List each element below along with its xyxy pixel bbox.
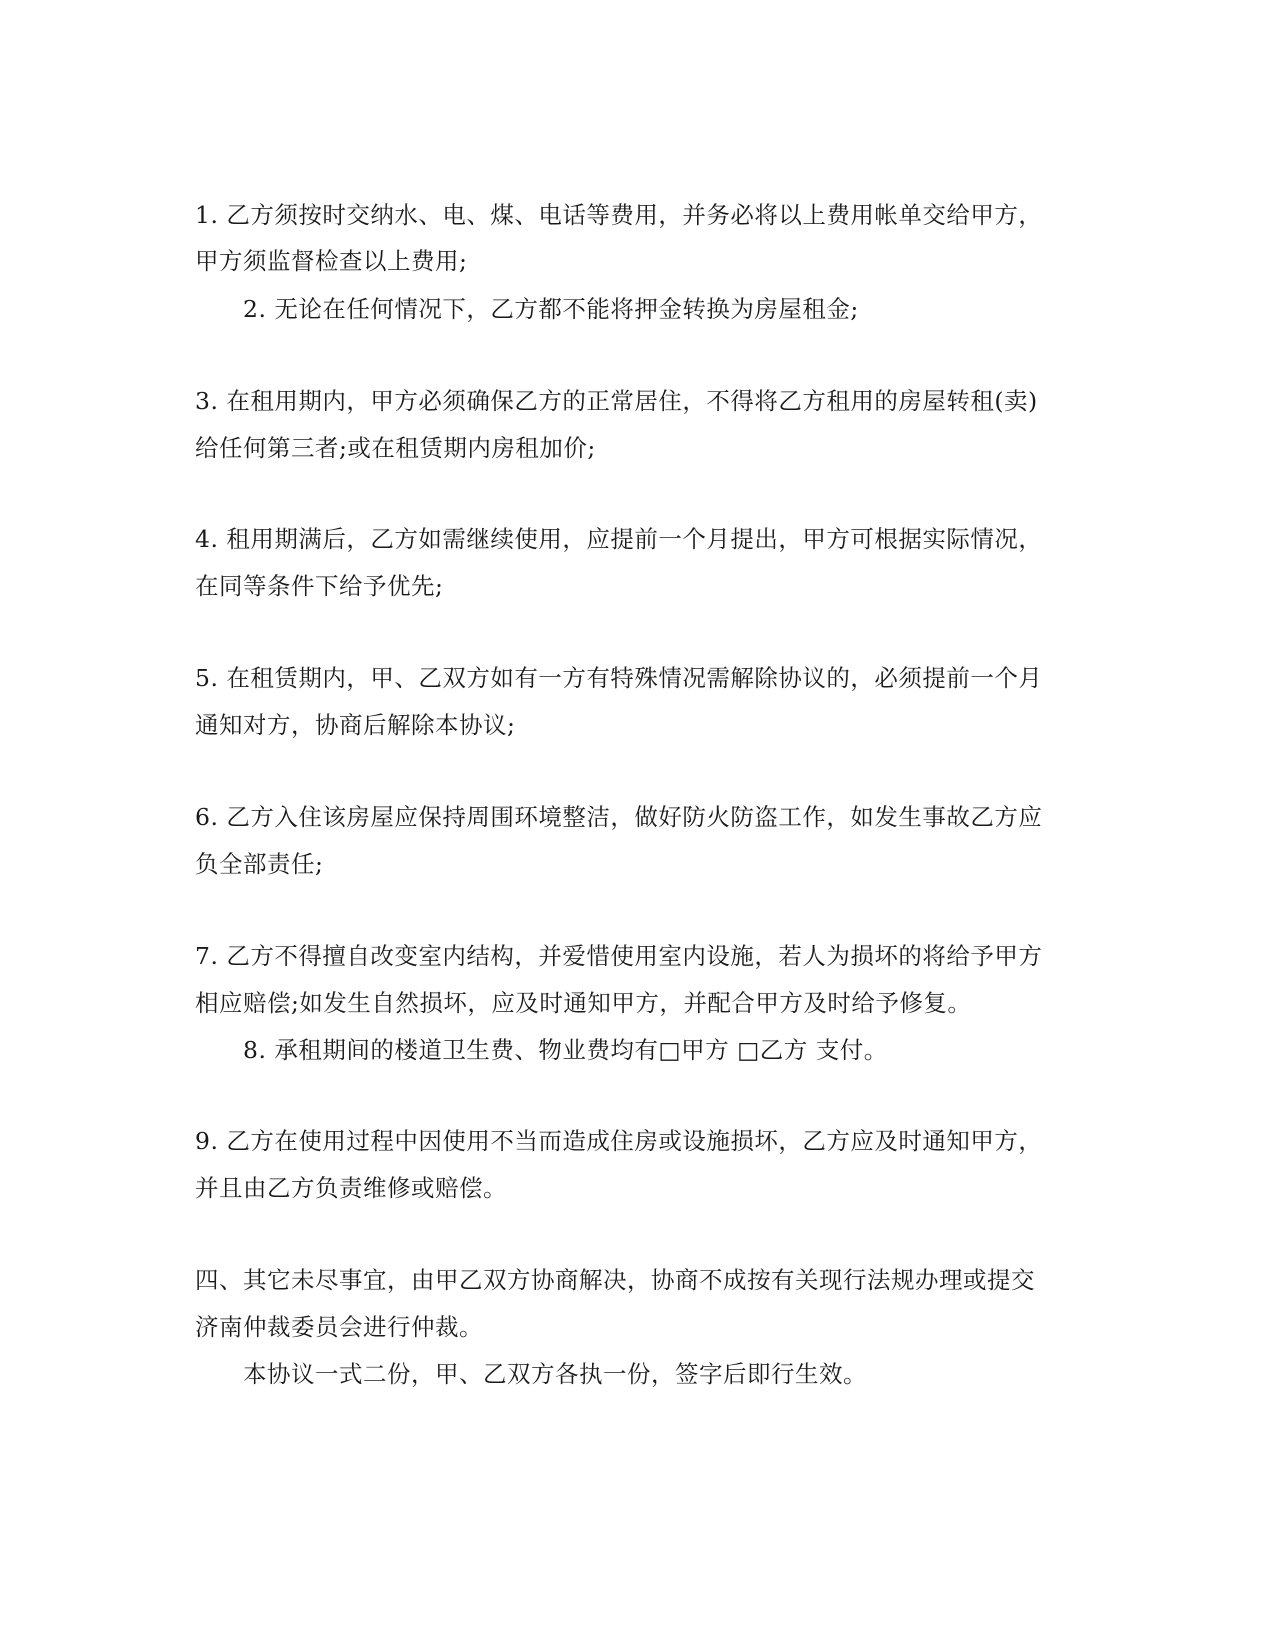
clause-9-line-1: 9. 乙方在使用过程中因使用不当而造成住房或设施损坏，乙方应及时通知甲方， <box>195 1127 1043 1155</box>
clause-7-line-1: 7. 乙方不得擅自改变室内结构，并爱惜使用室内设施，若人为损坏的将给予甲方 <box>195 942 1043 970</box>
clause-4-line-1: 4. 租用期满后，乙方如需继续使用，应提前一个月提出，甲方可根据实际情况， <box>195 525 1043 553</box>
clause-9-line-2: 并且由乙方负责维修或赔偿。 <box>195 1174 507 1202</box>
section-4-line-2: 济南仲裁委员会进行仲裁。 <box>195 1313 483 1341</box>
clause-3-line-2: 给任何第三者;或在租赁期内房租加价; <box>195 434 596 462</box>
clause-1-line-1: 1. 乙方须按时交纳水、电、煤、电话等费用，并务必将以上费用帐单交给甲方， <box>195 201 1043 229</box>
clause-2-line-1: 2. 无论在任何情况下，乙方都不能将押金转换为房屋租金; <box>243 295 859 323</box>
clause-5-line-1: 5. 在租赁期内，甲、乙双方如有一方有特殊情况需解除协议的，必须提前一个月 <box>195 664 1043 692</box>
clause-1-line-2: 甲方须监督检查以上费用; <box>195 247 468 275</box>
closing-statement: 本协议一式二份，甲、乙双方各执一份，签字后即行生效。 <box>243 1360 867 1388</box>
clause-5-line-2: 通知对方，协商后解除本协议; <box>195 711 516 739</box>
section-4-line-1: 四、其它未尽事宜，由甲乙双方协商解决，协商不成按有关现行法规办理或提交 <box>195 1266 1035 1294</box>
clause-7-line-2: 相应赔偿;如发生自然损坏，应及时通知甲方，并配合甲方及时给予修复。 <box>195 989 972 1017</box>
clause-4-line-2: 在同等条件下给予优先; <box>195 572 444 600</box>
clause-3-line-1: 3. 在租用期内，甲方必须确保乙方的正常居住，不得将乙方租用的房屋转租(卖) <box>195 387 1038 415</box>
clause-6-line-1: 6. 乙方入住该房屋应保持周围环境整洁，做好防火防盗工作，如发生事故乙方应 <box>195 803 1043 831</box>
clause-6-line-2: 负全部责任; <box>195 850 324 878</box>
clause-8-line-1: 8. 承租期间的楼道卫生费、物业费均有□甲方 □乙方 支付。 <box>243 1036 888 1064</box>
